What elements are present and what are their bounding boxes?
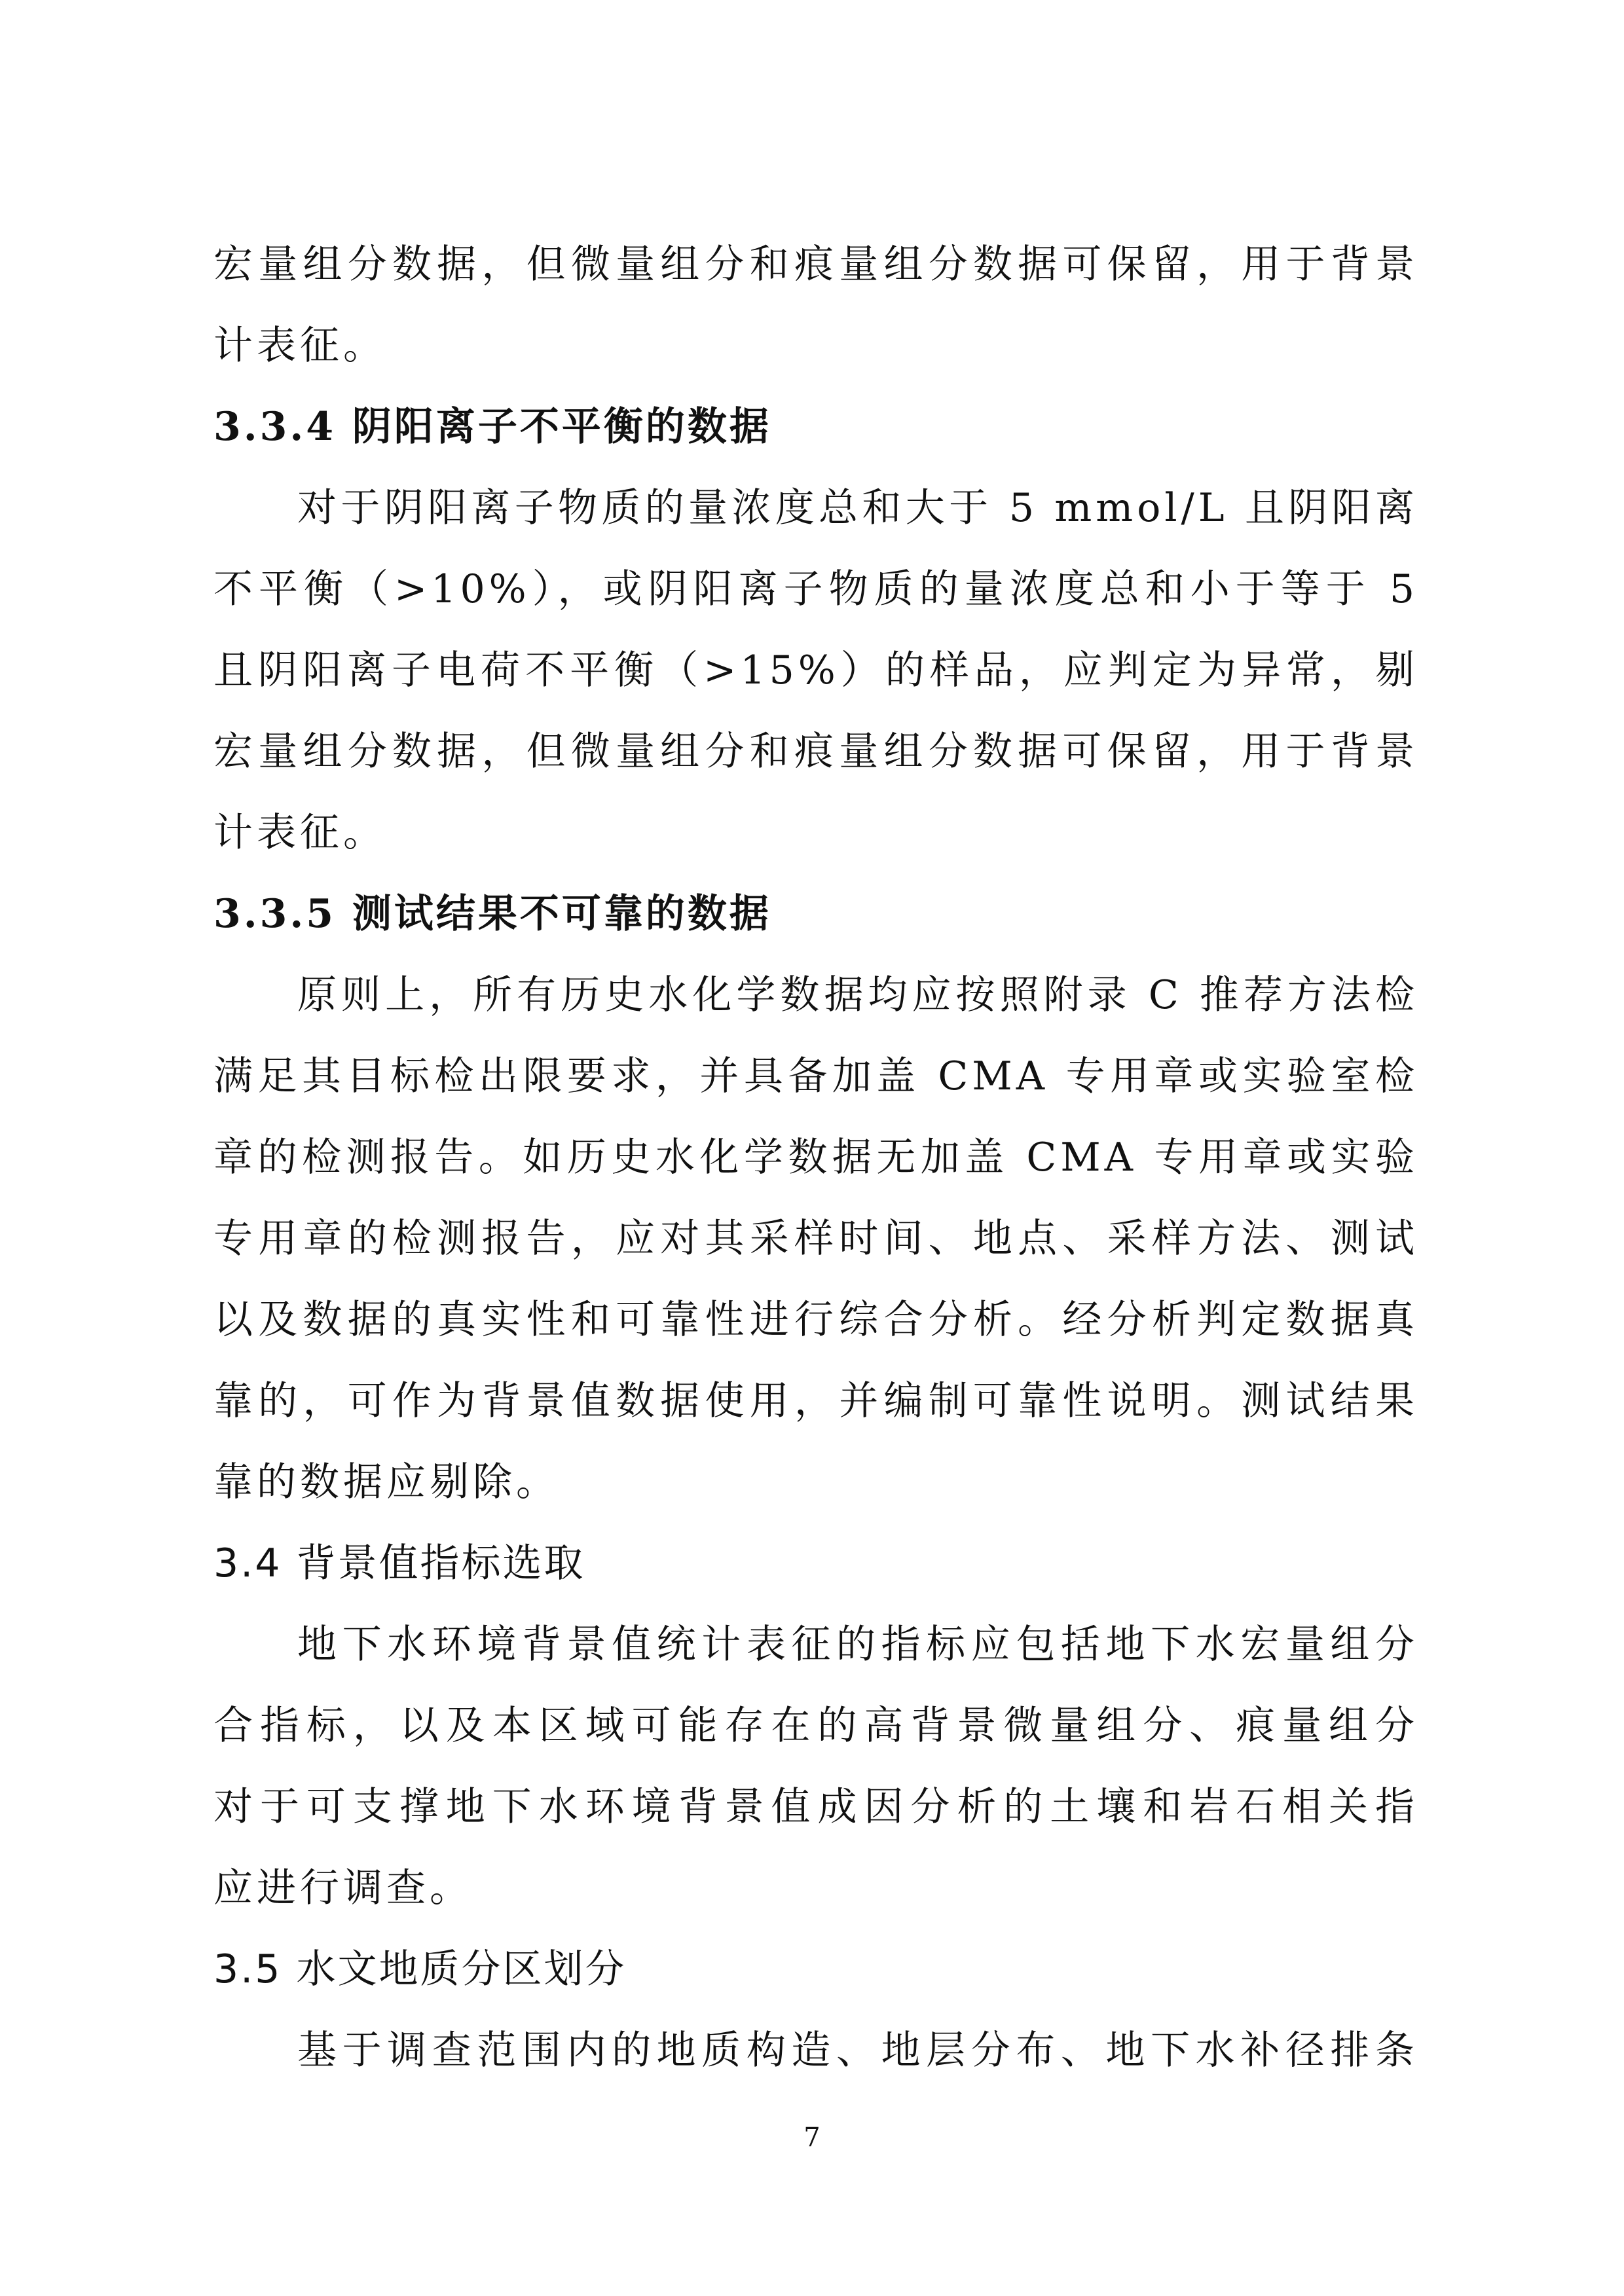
paragraph-line: 靠的数据应剔除。: [213, 1459, 559, 1505]
paragraph-line: 计表征。: [213, 323, 386, 369]
paragraph-line: 章的检测报告。如历史水化学数据无加盖 CMA 专用章或实验: [213, 1135, 1418, 1180]
paragraph-line: 靠的，可作为背景值数据使用，并编制可靠性说明。测试结果: [213, 1378, 1418, 1424]
paragraph-line: 以及数据的真实性和可靠性进行综合分析。经分析判定数据真: [213, 1297, 1418, 1343]
paragraph-line: 计表征。: [213, 810, 386, 856]
section-heading-3-3-4: 3.3.4 阴阳离子不平衡的数据: [213, 404, 771, 450]
paragraph-line: 且阴阳离子电荷不平衡（>15%）的样品，应判定为异常，剔: [213, 647, 1418, 693]
paragraph-line: 对于可支撑地下水环境背景值成因分析的土壤和岩石相关指: [213, 1784, 1418, 1830]
paragraph-line: 合指标，以及本区域可能存在的高背景微量组分、痕量组分: [213, 1703, 1418, 1749]
paragraph-line: 对于阴阳离子物质的量浓度总和大于 5 mmol/L 且阴阳离: [297, 485, 1418, 531]
paragraph-line: 基于调查范围内的地质构造、地层分布、地下水补径排条: [297, 2028, 1418, 2073]
page-number: 7: [803, 2123, 821, 2153]
paragraph-line: 宏量组分数据，但微量组分和痕量组分数据可保留，用于背景: [213, 729, 1418, 774]
paragraph-line: 原则上，所有历史水化学数据均应按照附录 C 推荐方法检: [297, 972, 1418, 1018]
section-heading-3-5: 3.5 水文地质分区划分: [213, 1946, 627, 1992]
paragraph-line: 不平衡（>10%），或阴阳离子物质的量浓度总和小于等于 5: [213, 566, 1418, 612]
paragraph-line: 宏量组分数据，但微量组分和痕量组分数据可保留，用于背景: [213, 242, 1418, 287]
paragraph-line: 专用章的检测报告，应对其采样时间、地点、采样方法、测试: [213, 1216, 1418, 1262]
paragraph-line: 应进行调查。: [213, 1865, 473, 1911]
paragraph-line: 地下水环境背景值统计表征的指标应包括地下水宏量组分: [297, 1622, 1418, 1667]
paragraph-line: 满足其目标检出限要求，并具备加盖 CMA 专用章或实验室检: [213, 1053, 1418, 1099]
section-heading-3-3-5: 3.3.5 测试结果不可靠的数据: [213, 891, 771, 937]
section-heading-3-4: 3.4 背景值指标选取: [213, 1540, 585, 1586]
